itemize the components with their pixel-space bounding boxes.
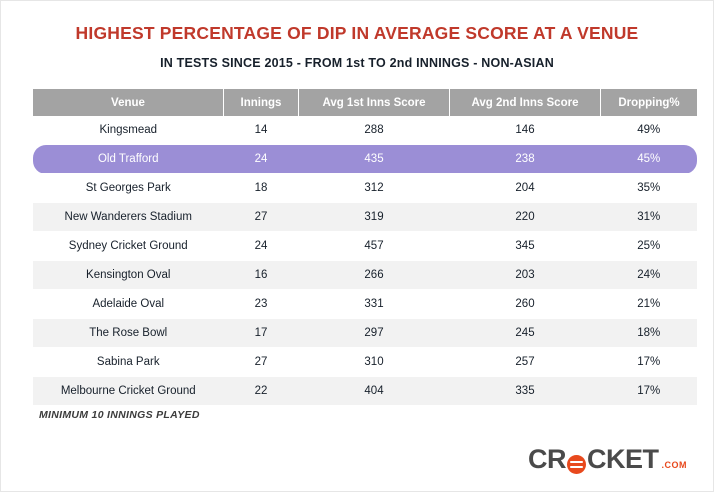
cell-dropping: 24% [601, 261, 698, 290]
cell-avg-first: 435 [299, 145, 450, 174]
table-row [33, 203, 697, 232]
cell-innings: 24 [224, 232, 299, 261]
cell-avg-first: 297 [299, 319, 450, 348]
table-row [33, 290, 697, 319]
cell-dropping: 21% [601, 290, 698, 319]
stats-table [33, 89, 697, 406]
table-header-row [33, 89, 697, 116]
stats-table-container [33, 89, 681, 406]
column-header-avg-second-inns: Avg 2nd Inns Score [450, 89, 601, 116]
table-row [33, 232, 697, 261]
cell-avg-first: 331 [299, 290, 450, 319]
cell-avg-first: 288 [299, 116, 450, 145]
logo-text-right: CKET [587, 444, 659, 474]
cell-avg-second: 203 [450, 261, 601, 290]
cell-avg-second: 345 [450, 232, 601, 261]
cell-avg-second: 335 [450, 377, 601, 406]
cell-venue: The Rose Bowl [33, 319, 224, 348]
cell-avg-second: 238 [450, 145, 601, 174]
cell-avg-first: 457 [299, 232, 450, 261]
cell-avg-second: 260 [450, 290, 601, 319]
cell-innings: 17 [224, 319, 299, 348]
table-row [33, 319, 697, 348]
cricket-ball-icon [567, 455, 586, 474]
column-header-innings: Innings [224, 89, 299, 116]
table-header [33, 89, 697, 116]
cell-dropping: 35% [601, 174, 698, 203]
cell-avg-second: 257 [450, 348, 601, 377]
footnote: MINIMUM 10 INNINGS PLAYED [39, 409, 200, 421]
cell-venue: Melbourne Cricket Ground [33, 377, 224, 406]
cell-innings: 16 [224, 261, 299, 290]
table-row [33, 174, 697, 203]
cell-dropping: 49% [601, 116, 698, 145]
column-header-dropping-pct: Dropping% [601, 89, 698, 116]
cell-venue: New Wanderers Stadium [33, 203, 224, 232]
cell-dropping: 25% [601, 232, 698, 261]
cell-avg-first: 319 [299, 203, 450, 232]
cricket-com-logo [528, 446, 687, 473]
cell-venue: Sabina Park [33, 348, 224, 377]
logo-dotcom: .COM [661, 460, 687, 470]
table-body [33, 116, 697, 406]
cell-dropping: 18% [601, 319, 698, 348]
cell-innings: 18 [224, 174, 299, 203]
table-row [33, 348, 697, 377]
table-row [33, 261, 697, 290]
page-subtitle: IN TESTS SINCE 2015 - FROM 1st TO 2nd INNINGS - NON-ASIAN [160, 56, 554, 70]
cell-dropping: 31% [601, 203, 698, 232]
cell-avg-second: 146 [450, 116, 601, 145]
page-title: HIGHEST PERCENTAGE OF DIP IN AVERAGE SCORE AT A VENUE [75, 23, 639, 43]
cell-venue: St Georges Park [33, 174, 224, 203]
cell-avg-first: 310 [299, 348, 450, 377]
cell-dropping: 17% [601, 348, 698, 377]
cell-dropping: 17% [601, 377, 698, 406]
cell-venue: Kingsmead [33, 116, 224, 145]
cell-avg-second: 245 [450, 319, 601, 348]
cell-innings: 27 [224, 203, 299, 232]
cell-avg-first: 404 [299, 377, 450, 406]
table-row [33, 377, 697, 406]
cell-venue: Sydney Cricket Ground [33, 232, 224, 261]
cell-avg-first: 266 [299, 261, 450, 290]
cell-innings: 22 [224, 377, 299, 406]
cell-dropping: 45% [601, 145, 698, 174]
cell-innings: 14 [224, 116, 299, 145]
column-header-venue: Venue [33, 89, 224, 116]
cell-avg-second: 204 [450, 174, 601, 203]
table-row-highlighted [33, 145, 697, 174]
cell-innings: 23 [224, 290, 299, 319]
cell-avg-first: 312 [299, 174, 450, 203]
cell-venue: Kensington Oval [33, 261, 224, 290]
column-header-avg-first-inns: Avg 1st Inns Score [299, 89, 450, 116]
cell-avg-second: 220 [450, 203, 601, 232]
cell-venue: Old Trafford [33, 145, 224, 174]
cell-venue: Adelaide Oval [33, 290, 224, 319]
cell-innings: 27 [224, 348, 299, 377]
cell-innings: 24 [224, 145, 299, 174]
logo-text-left: CR [528, 444, 566, 474]
table-row [33, 116, 697, 145]
